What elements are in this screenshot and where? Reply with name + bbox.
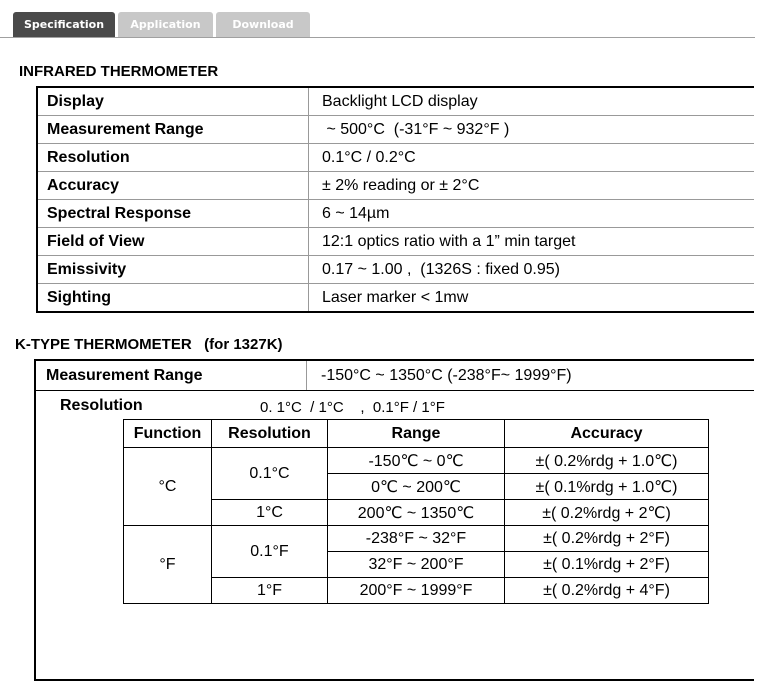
table-row [37,87,754,116]
resolution-cell: 1°C [212,500,328,526]
spec-value: ~ 500°C (-31°F ~ 932°F ) [309,116,755,144]
spec-value: 12:1 optics ratio with a 1” min target [309,228,755,256]
tab-bar [0,0,755,38]
header-function: Function [124,420,212,448]
table-row [124,526,709,552]
spec-label: Sighting [37,284,309,313]
infrared-spec-table [36,86,754,313]
measurement-range-value: -150°C ~ 1350°C (-238°F~ 1999°F) [321,367,572,384]
range-cell: 32°F ~ 200°F [328,552,505,578]
table-row [124,448,709,474]
spec-label: Display [37,87,309,116]
table-row [37,200,754,228]
table-row [37,228,754,256]
header-accuracy: Accuracy [505,420,709,448]
measurement-range-label: Measurement Range [36,361,307,390]
table-row [37,116,754,144]
accuracy-cell: ±( 0.2%rdg + 2℃) [505,500,709,526]
spec-value: 0.17 ~ 1.00 , (1326S : fixed 0.95) [309,256,755,284]
resolution-cell: 0.1°C [212,448,328,500]
tab-specification[interactable]: Specification [13,12,115,37]
range-cell: 200℃ ~ 1350℃ [328,500,505,526]
spec-value: ± 2% reading or ± 2°C [309,172,755,200]
spec-label: Accuracy [37,172,309,200]
spec-label: Measurement Range [37,116,309,144]
table-row [37,256,754,284]
spec-label: Resolution [37,144,309,172]
resolution-label: Resolution [60,397,143,414]
tab-application[interactable]: Application [118,12,213,37]
header-resolution: Resolution [212,420,328,448]
spec-value: Backlight LCD display [322,92,478,110]
tab-download[interactable]: Download [216,12,310,37]
accuracy-cell: ±( 0.2%rdg + 2°F) [505,526,709,552]
spec-label: Emissivity [37,256,309,284]
range-cell: -150℃ ~ 0℃ [328,448,505,474]
ktype-accuracy-table [123,419,709,604]
measurement-range-row [36,361,754,391]
table-row [37,172,754,200]
table-row [124,500,709,526]
accuracy-cell: ±( 0.1%rdg + 2°F) [505,552,709,578]
function-cell: °F [124,526,212,604]
spec-value: 0.1°C / 0.2°C [309,144,755,172]
range-cell: 0℃ ~ 200℃ [328,474,505,500]
spec-label: Field of View [37,228,309,256]
resolution-cell: 0.1°F [212,526,328,578]
header-range: Range [328,420,505,448]
accuracy-cell: ±( 0.1%rdg + 1.0℃) [505,474,709,500]
resolution-cell: 1°F [212,578,328,604]
spec-value: Laser marker < 1mw [309,284,755,313]
infrared-section-title: INFRARED THERMOMETER [19,63,219,80]
range-cell: 200°F ~ 1999°F [328,578,505,604]
ktype-section-title: K-TYPE THERMOMETER (for 1327K) [15,336,283,353]
spec-label: Spectral Response [37,200,309,228]
resolution-value: 0. 1°C / 1°C , 0.1°F / 1°F [260,399,445,416]
accuracy-cell: ±( 0.2%rdg + 1.0℃) [505,448,709,474]
table-row [37,144,754,172]
accuracy-cell: ±( 0.2%rdg + 4°F) [505,578,709,604]
table-row [37,284,754,313]
spec-value: 6 ~ 14µm [309,200,755,228]
function-cell: °C [124,448,212,526]
table-header-row [124,420,709,448]
range-cell: -238°F ~ 32°F [328,526,505,552]
table-row [124,578,709,604]
